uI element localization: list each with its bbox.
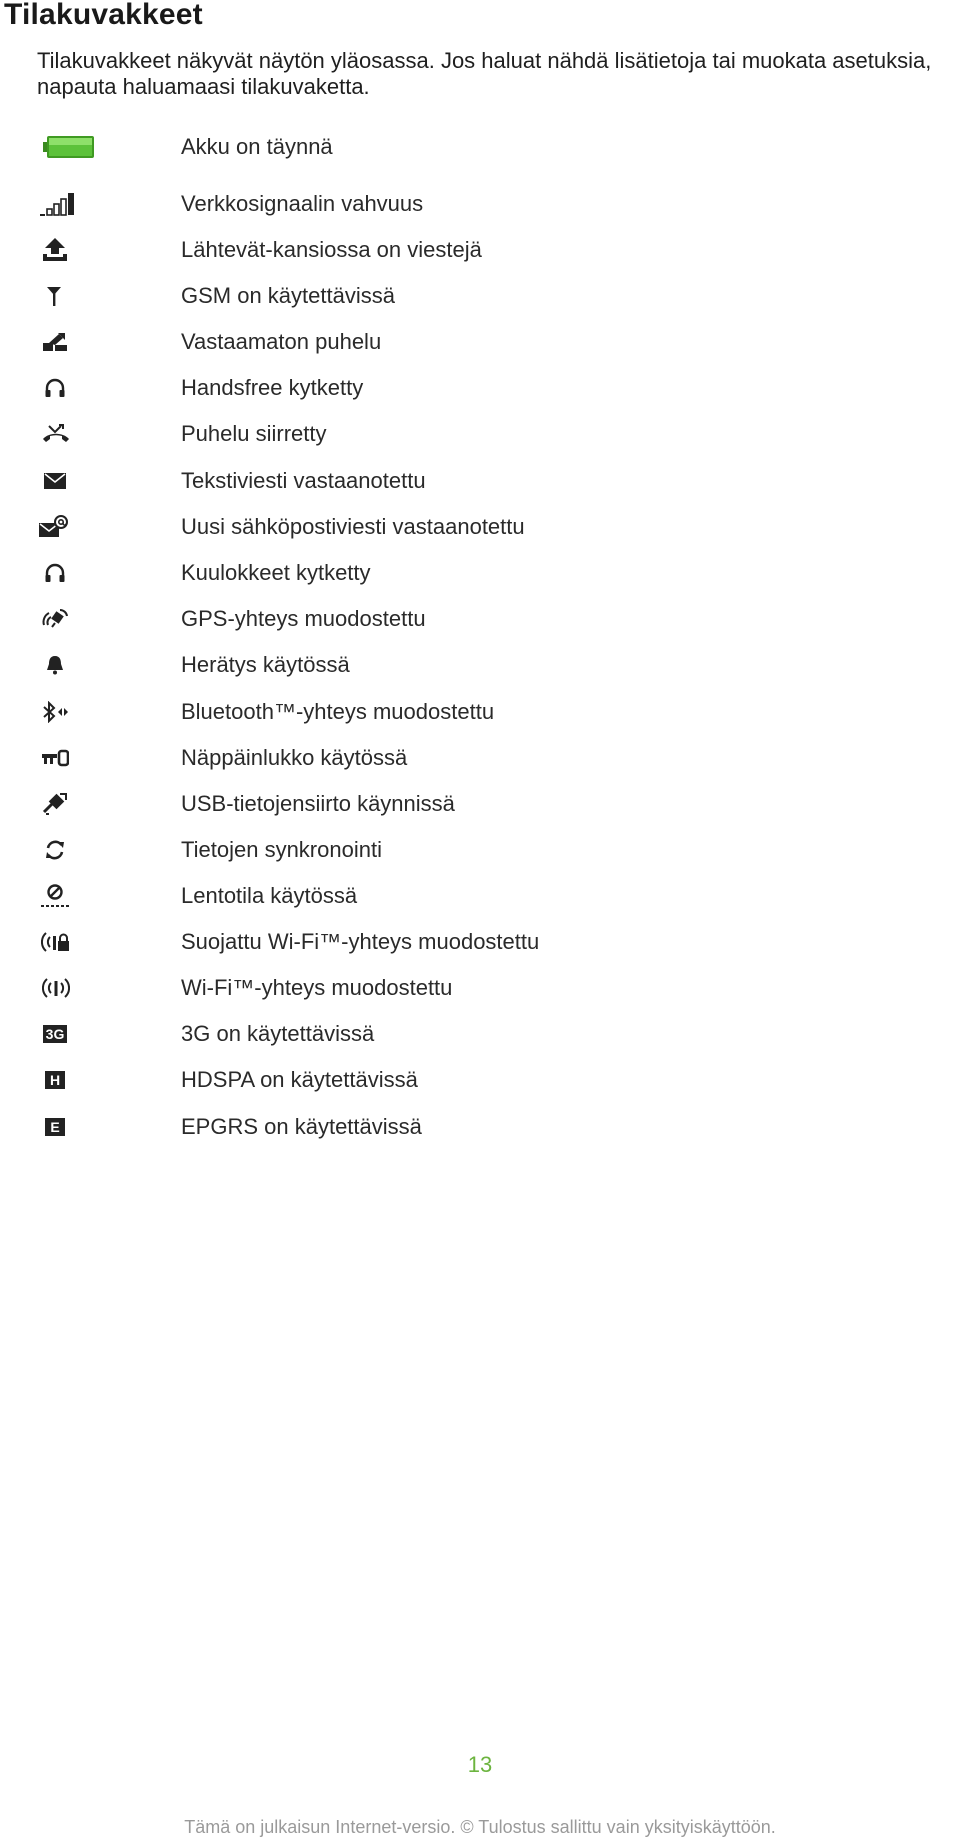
list-item bbox=[0, 127, 700, 167]
item-label: Verkkosignaalin vahvuus bbox=[181, 191, 424, 216]
call-forward-icon bbox=[40, 414, 72, 454]
item-label: Suojattu Wi-Fi™-yhteys muodostettu bbox=[181, 929, 540, 954]
list-item bbox=[0, 599, 700, 639]
item-label: Lähtevät-kansiossa on viestejä bbox=[181, 237, 482, 262]
intro-line-1: Tilakuvakkeet näkyvät näytön yläosassa. Jos haluat nähdä lisätietoja tai muokata asetuksia, bbox=[37, 48, 932, 73]
list-item bbox=[0, 1107, 700, 1147]
item-label: Lentotila käytössä bbox=[181, 883, 358, 908]
hsdpa-icon bbox=[42, 1060, 68, 1100]
list-item bbox=[0, 1060, 700, 1100]
alarm-bell-icon bbox=[44, 645, 66, 685]
page-title: Tilakuvakkeet bbox=[4, 0, 203, 31]
missed-call-icon bbox=[40, 322, 70, 362]
3g-badge: 3G bbox=[43, 1025, 68, 1043]
headphones-icon bbox=[42, 553, 68, 593]
handsfree-icon bbox=[42, 368, 68, 408]
item-label: Vastaamaton puhelu bbox=[181, 329, 382, 354]
list-item bbox=[0, 876, 700, 916]
intro-text bbox=[37, 48, 957, 100]
item-label: Tietojen synkronointi bbox=[181, 837, 382, 862]
item-label: Wi-Fi™-yhteys muodostettu bbox=[181, 975, 453, 1000]
wifi-icon bbox=[40, 968, 72, 1008]
item-label: Handsfree kytketty bbox=[181, 375, 364, 400]
secure-wifi-icon bbox=[40, 922, 72, 962]
outbox-icon bbox=[40, 230, 70, 270]
key-lock-icon bbox=[40, 738, 70, 778]
intro-line-2: napauta haluamaasi tilakuvaketta. bbox=[37, 74, 370, 99]
egprs-badge: E bbox=[45, 1118, 64, 1136]
item-label: GPS-yhteys muodostettu bbox=[181, 606, 426, 631]
list-item bbox=[0, 738, 700, 778]
list-item bbox=[0, 507, 700, 547]
list-item bbox=[0, 414, 700, 454]
item-label: GSM on käytettävissä bbox=[181, 283, 395, 308]
item-label: Uusi sähköpostiviesti vastaanotettu bbox=[181, 514, 525, 539]
item-label: 3G on käytettävissä bbox=[181, 1021, 375, 1046]
item-label: Näppäinlukko käytössä bbox=[181, 745, 408, 770]
list-item bbox=[0, 1014, 700, 1054]
item-label: Bluetooth™-yhteys muodostettu bbox=[181, 699, 495, 724]
list-item bbox=[0, 553, 700, 593]
item-label: USB-tietojensiirto käynnissä bbox=[181, 791, 455, 816]
list-item bbox=[0, 784, 700, 824]
flight-mode-icon bbox=[38, 876, 72, 916]
list-item bbox=[0, 968, 700, 1008]
item-label: Puhelu siirretty bbox=[181, 421, 327, 446]
list-item bbox=[0, 322, 700, 362]
item-label: EPGRS on käytettävissä bbox=[181, 1114, 422, 1139]
list-item bbox=[0, 230, 700, 270]
list-item bbox=[0, 830, 700, 870]
list-item bbox=[0, 276, 700, 316]
sync-icon bbox=[42, 830, 68, 870]
gps-satellite-icon bbox=[40, 599, 70, 639]
list-item bbox=[0, 692, 700, 732]
list-item bbox=[0, 461, 700, 501]
signal-strength-icon bbox=[38, 184, 82, 224]
item-label: HDSPA on käytettävissä bbox=[181, 1067, 418, 1092]
list-item bbox=[0, 645, 700, 685]
3g-icon bbox=[40, 1014, 70, 1054]
list-item bbox=[0, 922, 700, 962]
gsm-antenna-icon bbox=[44, 276, 64, 316]
sms-envelope-icon bbox=[42, 461, 68, 501]
list-item bbox=[0, 184, 700, 224]
item-label: Akku on täynnä bbox=[181, 134, 333, 159]
footer-notice: Tämä on julkaisun Internet-versio. © Tulostus sallittu vain yksityiskäyttöön. bbox=[184, 1817, 776, 1837]
list-item bbox=[0, 368, 700, 408]
battery-full-icon bbox=[42, 127, 96, 167]
email-envelope-icon bbox=[38, 507, 70, 547]
page-number: 13 bbox=[467, 1752, 493, 1777]
hsdpa-badge: H bbox=[45, 1071, 65, 1089]
egprs-icon bbox=[42, 1107, 68, 1147]
item-label: Tekstiviesti vastaanotettu bbox=[181, 468, 426, 493]
item-label: Kuulokkeet kytketty bbox=[181, 560, 371, 585]
usb-transfer-icon bbox=[40, 784, 70, 824]
item-label: Herätys käytössä bbox=[181, 652, 350, 677]
bluetooth-icon bbox=[40, 692, 70, 732]
